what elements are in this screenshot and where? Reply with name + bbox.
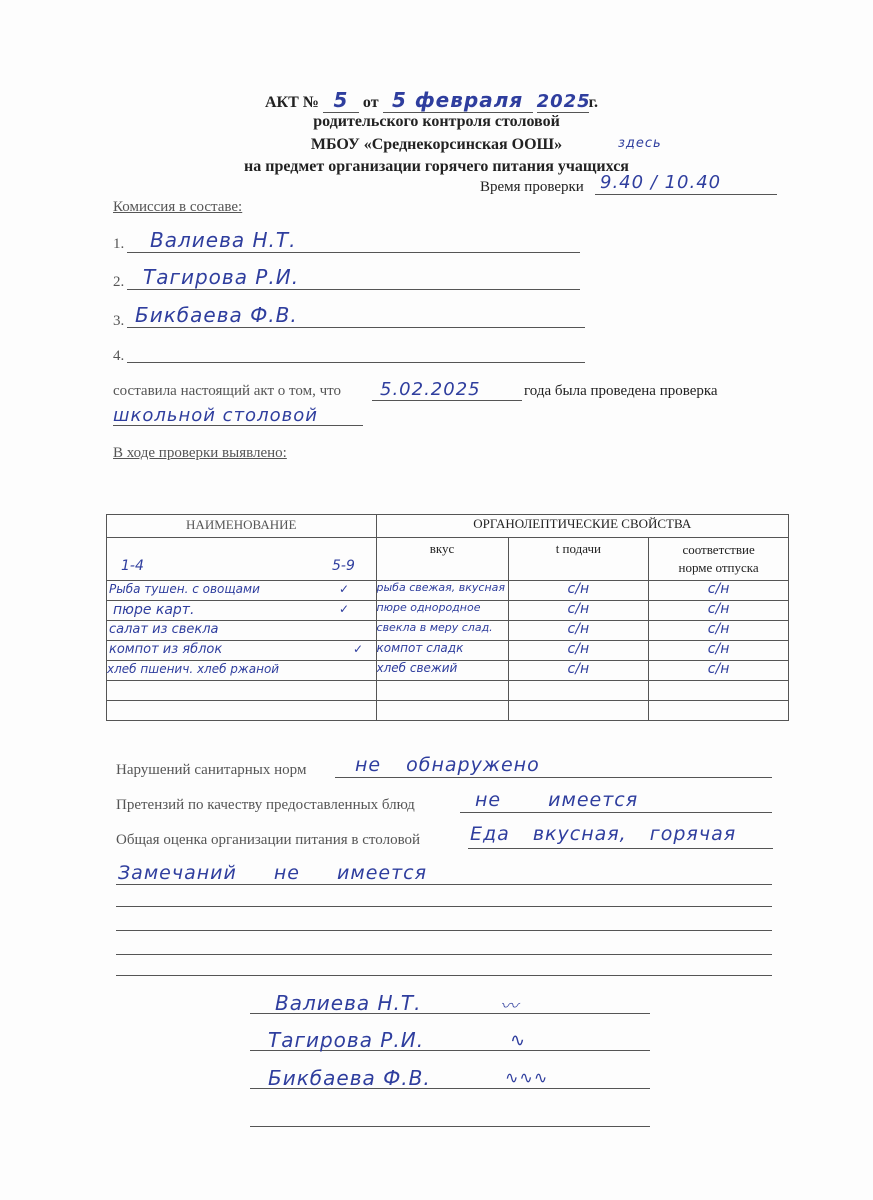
row-1-taste: рыба свежая, вкусная (376, 581, 508, 601)
act-from-label: от (362, 94, 379, 111)
row-2-match: с/н (649, 601, 789, 621)
row-5-temp: с/н (508, 661, 649, 681)
signature-3: Бикбаева Ф.В. (268, 1066, 431, 1090)
act-title-row (265, 88, 598, 113)
col-props-header: ОРГАНОЛЕПТИЧЕСКИЕ СВОЙСТВА (376, 515, 788, 538)
row-7-taste (376, 701, 508, 721)
member-4-num: 4. (113, 348, 125, 364)
row-4-taste: компот сладк (376, 641, 508, 661)
row-3-taste: свекла в меру слад. (376, 621, 508, 641)
row-3-match: с/н (649, 621, 789, 641)
row-4-match: с/н (649, 641, 789, 661)
findings-label: В ходе проверки выявлено: (113, 445, 287, 461)
row-4-check: ✓ (353, 642, 364, 656)
member-3-name: Бикбаева Ф.В. (135, 303, 298, 327)
row-1-temp: с/н (508, 581, 649, 601)
remarks-line-4 (116, 954, 772, 955)
school-name: МБОУ «Среднекорсинская ООШ» (310, 136, 563, 153)
row-5-name: хлеб пшенич. хлеб ржаной (107, 662, 280, 676)
violations-label: Нарушений санитарных норм (116, 762, 307, 778)
statement-date: 5.02.2025 (380, 379, 481, 400)
table-row (107, 621, 789, 641)
signature-line-4 (250, 1126, 650, 1127)
row-7-temp (508, 701, 649, 721)
signature-3-mark: ∿∿∿ (505, 1068, 549, 1087)
overall-value: Еда вкусная, горячая (470, 823, 737, 845)
member-3-num: 3. (113, 313, 125, 329)
row-5-name-cell (107, 661, 377, 681)
commission-label: Комиссия в составе: (113, 199, 243, 215)
signature-1: Валиева Н.Т. (275, 991, 422, 1015)
table-row (107, 581, 789, 601)
table-row (107, 701, 789, 721)
member-1-line (127, 252, 580, 253)
statement-object: школьной столовой (113, 405, 318, 426)
member-3-line (127, 327, 585, 328)
grade-right: 5-9 (332, 558, 355, 574)
act-year-suffix: г. (588, 94, 599, 111)
table-header-row (107, 515, 789, 538)
remarks-line-1 (116, 884, 772, 885)
row-7-match (649, 701, 789, 721)
sub-temp: t подачи (508, 538, 649, 581)
act-subject: на предмет организации горячего питания учащихся (244, 158, 629, 175)
signature-2: Тагирова Р.И. (268, 1028, 425, 1052)
statement-text-before: составила настоящий акт о том, что (113, 383, 342, 399)
row-7-name (107, 701, 377, 721)
row-2-temp: с/н (508, 601, 649, 621)
organoleptic-table (106, 514, 789, 721)
overall-label: Общая оценка организации питания в столовой (116, 832, 421, 848)
member-2-num: 2. (113, 274, 125, 290)
inspection-time-label: Время проверки (480, 179, 584, 195)
table-subheader-row (107, 538, 789, 581)
sub-match-line1: соответствие (682, 542, 755, 557)
row-5-match: с/н (649, 661, 789, 681)
grade-left: 1-4 (121, 558, 144, 574)
remarks-line-2 (116, 906, 772, 907)
remarks-line-3 (116, 930, 772, 931)
table-row (107, 661, 789, 681)
inspection-time: 9.40 / 10.40 (600, 172, 722, 193)
claims-value: не имеется (475, 789, 639, 811)
member-2-name: Тагирова Р.И. (143, 265, 300, 289)
location-note: здесь (618, 136, 662, 151)
row-3-name-cell (107, 621, 377, 641)
sub-match (649, 538, 789, 581)
row-2-name-cell (107, 601, 377, 621)
table-row (107, 681, 789, 701)
row-6-name (107, 681, 377, 701)
claims-label: Претензий по качеству предоставленных блюд (116, 797, 415, 813)
row-3-temp: с/н (508, 621, 649, 641)
signature-1-mark: 〰︎ (500, 996, 519, 1017)
row-4-name: компот из яблок (109, 642, 223, 657)
act-subtitle: родительского контроля столовой (313, 113, 560, 130)
row-2-name: пюре карт. (113, 602, 195, 618)
remarks-line-5 (116, 975, 772, 976)
row-2-check: ✓ (339, 602, 350, 616)
row-3-name: салат из свекла (109, 622, 219, 637)
member-1-num: 1. (113, 236, 125, 252)
row-1-name: Рыба тушен. с овощами (109, 582, 260, 596)
grade-cell (107, 538, 377, 581)
violations-value: не обнаружено (355, 754, 540, 776)
act-date: 5 февраля (383, 88, 533, 113)
overall-remarks: Замечаний не имеется (118, 862, 428, 884)
act-number: 5 (323, 88, 359, 113)
table-row (107, 601, 789, 621)
sub-taste: вкус (376, 538, 508, 581)
col-name-header: НАИМЕНОВАНИЕ (107, 515, 377, 538)
row-1-match: с/н (649, 581, 789, 601)
row-1-name-cell (107, 581, 377, 601)
row-2-taste: пюре однородное (376, 601, 508, 621)
member-1-name: Валиева Н.Т. (150, 228, 297, 252)
act-year: 2025 (536, 91, 591, 112)
signature-2-mark: ∿ (510, 1030, 527, 1051)
row-4-name-cell (107, 641, 377, 661)
act-prefix: АКТ № (265, 94, 319, 111)
overall-line (468, 848, 773, 849)
row-1-check: ✓ (339, 582, 350, 596)
table-row (107, 641, 789, 661)
member-4-line (127, 362, 585, 363)
inspection-time-line (595, 194, 777, 195)
statement-date-line (372, 400, 522, 401)
claims-line (460, 812, 772, 813)
row-6-taste (376, 681, 508, 701)
member-2-line (127, 289, 580, 290)
row-6-match (649, 681, 789, 701)
sub-match-line2: норме отпуска (678, 560, 759, 575)
row-5-taste: хлеб свежий (376, 661, 508, 681)
row-6-temp (508, 681, 649, 701)
row-4-temp: с/н (508, 641, 649, 661)
statement-text-after: года была проведена проверка (524, 383, 718, 399)
violations-line (335, 777, 772, 778)
